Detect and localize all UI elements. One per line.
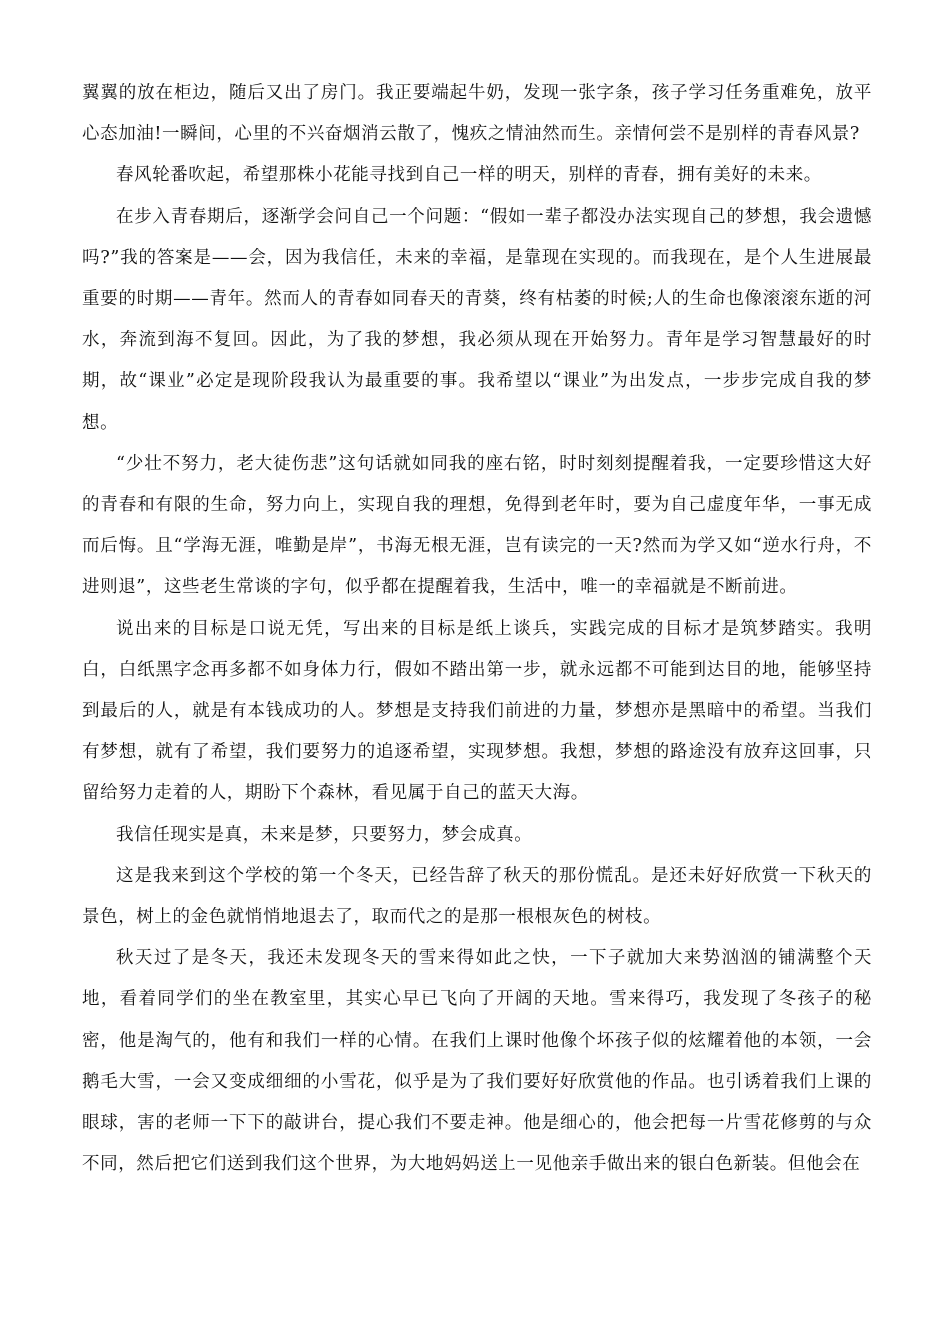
paragraph: 春风轮番吹起，希望那株小花能寻找到自己一样的明天，别样的青春，拥有美好的未来。 [116,165,822,186]
paragraph: 秋天过了是冬天，我还未发现冬天的雪来得如此之快，一下子就加大来势汹汹的铺满整个天地，看着同学们的坐在教室里，其实心早已飞向了开阔的天地。雪来得巧，我发现了冬孩子的秘密，他是淘气的，他有和我们一样的心情。在我们上课时他像个坏孩子似的炫耀着他的本领，一会鹅毛大雪，一会又变成细细的小雪花，似乎是为了我们要好好欣赏他的作品。也引诱着我们上课的眼球，害的老师一下下的敲讲台，提心我们不要走神。他是细心的，他会把每一片雪花修剪的与众不同，然后把它们送到我们这个世界，为大地妈妈送上一见他亲手做出来的银白色新装。但他会在 [82,948,872,1175]
paragraph: 我信任现实是真，未来是梦，只要努力，梦会成真。 [116,824,533,845]
paragraph: 在步入青春期后，逐渐学会问自己一个问题：“假如一辈子都没办法实现自己的梦想，我会遗憾吗?”我的答案是——会，因为我信任，未来的幸福，是靠现在实现的。而我现在，是个人生进展最重要的时期——青年。然而人的青春如同春天的青葵，终有枯萎的时候;人的生命也像滚滚东逝的河水，奔流到海不复回。因此，为了我的梦想，我必须从现在开始努力。青年是学习智慧最好的时期，故“课业”必定是现阶段我认为最重要的事。我希望以“课业”为出发点，一步步完成自我的梦想。 [82,206,872,433]
document-page [82,73,872,1185]
paragraph: “少壮不努力，老大徒伤悲”这句话就如同我的座右铭，时时刻刻提醒着我，一定要珍惜这大好的青春和有限的生命，努力向上，实现自我的理想，免得到老年时，要为自己虚度年华，一事无成而后悔。且“学海无涯，唯勤是岸”，书海无根无涯，岂有读完的一天?然而为学又如“逆水行舟，不进则退”，这些老生常谈的字句，似乎都在提醒着我，生活中，唯一的幸福就是不断前进。 [82,453,872,598]
paragraph: 这是我来到这个学校的第一个冬天，已经告辞了秋天的那份慌乱。是还未好好欣赏一下秋天的景色，树上的金色就悄悄地退去了，取而代之的是那一根根灰色的树枝。 [82,865,872,928]
paragraph: 翼翼的放在柜边，随后又出了房门。我正要端起牛奶，发现一张字条，孩子学习任务重难免，放平心态加油!一瞬间，心里的不兴奋烟消云散了，愧疚之情油然而生。亲情何尝不是别样的青春风景? [82,83,872,145]
paragraph: 说出来的目标是口说无凭，写出来的目标是纸上谈兵，实践完成的目标才是筑梦踏实。我明白，白纸黑字念再多都不如身体力行，假如不踏出第一步，就永远都不可能到达目的地，能够坚持到最后的人，就是有本钱成功的人。梦想是支持我们前进的力量，梦想亦是黑暗中的希望。当我们有梦想，就有了希望，我们要努力的追逐希望，实现梦想。我想，梦想的路途没有放弃这回事，只留给努力走着的人，期盼下个森林，看见属于自己的蓝天大海。 [82,618,872,804]
